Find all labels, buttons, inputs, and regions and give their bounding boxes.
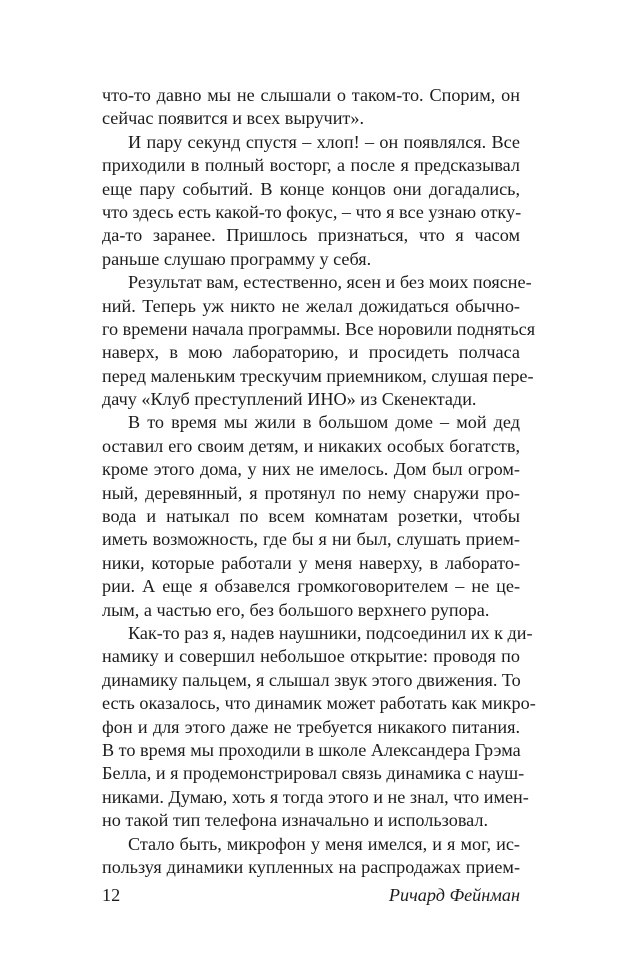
page-number: 12 [102, 885, 121, 905]
text-line: еще пару событий. В конце концов они догадались, [102, 178, 520, 199]
paragraph [102, 411, 520, 622]
text-line: перед маленьким трескучим приемником, слушая пере- [102, 365, 534, 386]
text-line: раньше слушаю программу у себя. [102, 248, 372, 269]
running-footer-author: Ричард Фейнман [388, 885, 520, 905]
text-line: Результат вам, естественно, ясен и без моих поясне- [128, 272, 532, 293]
text-line: кроме этого дома, у них не имелось. Дом был огром- [102, 459, 520, 480]
text-line: ный, деревянный, я протянул по нему снаружи про- [102, 482, 520, 503]
text-line: намику и совершил небольшое открытие: проводя по [102, 646, 520, 667]
text-line: Как-то раз я, надев наушники, подсоединил их к ди- [128, 622, 533, 643]
text-line: лым, а частью его, без большого верхнего рупора. [102, 599, 490, 620]
text-line: что здесь есть какой-то фокус, – что я все узнаю отку- [102, 201, 522, 222]
text-line: да-то заранее. Пришлось признаться, что я часом [102, 225, 520, 246]
text-line: В то время мы жили в большом доме – мой дед [128, 412, 520, 433]
text-line: сейчас появится и всех выручит». [102, 108, 365, 129]
text-line: есть оказалось, что динамик может работать как микро- [102, 693, 536, 714]
text-line: что-то давно мы не слышали о таком-то. Спорим, он [102, 85, 520, 105]
paragraph [102, 271, 536, 411]
text-line: Стало быть, микрофон у меня имелся, и я мог, ис- [128, 833, 520, 854]
paragraph [102, 131, 520, 271]
page-footer [102, 882, 520, 908]
text-line: наверх, в мою лабораторию, и просидеть полчаса [102, 342, 520, 363]
paragraph [102, 833, 520, 880]
text-line: фон и для этого даже не требуется никакого питания. [102, 716, 520, 737]
paragraph [102, 84, 520, 131]
text-line: го времени начала программы. Все норовили подняться [102, 318, 536, 339]
text-line: приходили в полный восторг, а после я предсказывал [102, 155, 520, 176]
text-line: дачу «Клуб преступлений ИНО» из Скенектади. [102, 389, 477, 410]
text-line: но такой тип телефона изначально и использовал. [102, 810, 489, 831]
body-text [102, 84, 536, 879]
text-line: никами. Думаю, хоть я тогда этого и не знал, что имен- [102, 786, 529, 807]
text-line: динамику пальцем, я слышал звук этого движения. То [102, 669, 521, 690]
text-line: Белла, и я продемонстрировал связь динамика с науш- [102, 763, 525, 784]
text-line: оставил его своим детям, и никаких особых богатств, [102, 435, 520, 456]
text-line: рии. А еще я обзавелся громкоговорителем – не це- [102, 576, 520, 597]
text-line: иметь возможность, где бы я ни был, слушать прием- [102, 529, 520, 550]
text-line: пользуя динамики купленных на распродажах прием- [102, 856, 520, 877]
text-line: ний. Теперь уж никто не желал дожидаться обычно- [102, 295, 520, 316]
text-line: ники, которые работали у меня наверху, в лаборато- [102, 552, 520, 573]
text-line: И пару секунд спустя – хлоп! – он появлялся. Все [128, 131, 520, 152]
text-line: вода и натыкал по всем комнатам розетки, чтобы [102, 506, 520, 527]
text-line: В то время мы проходили в школе Александера Грэма [102, 739, 521, 760]
paragraph [102, 622, 536, 833]
